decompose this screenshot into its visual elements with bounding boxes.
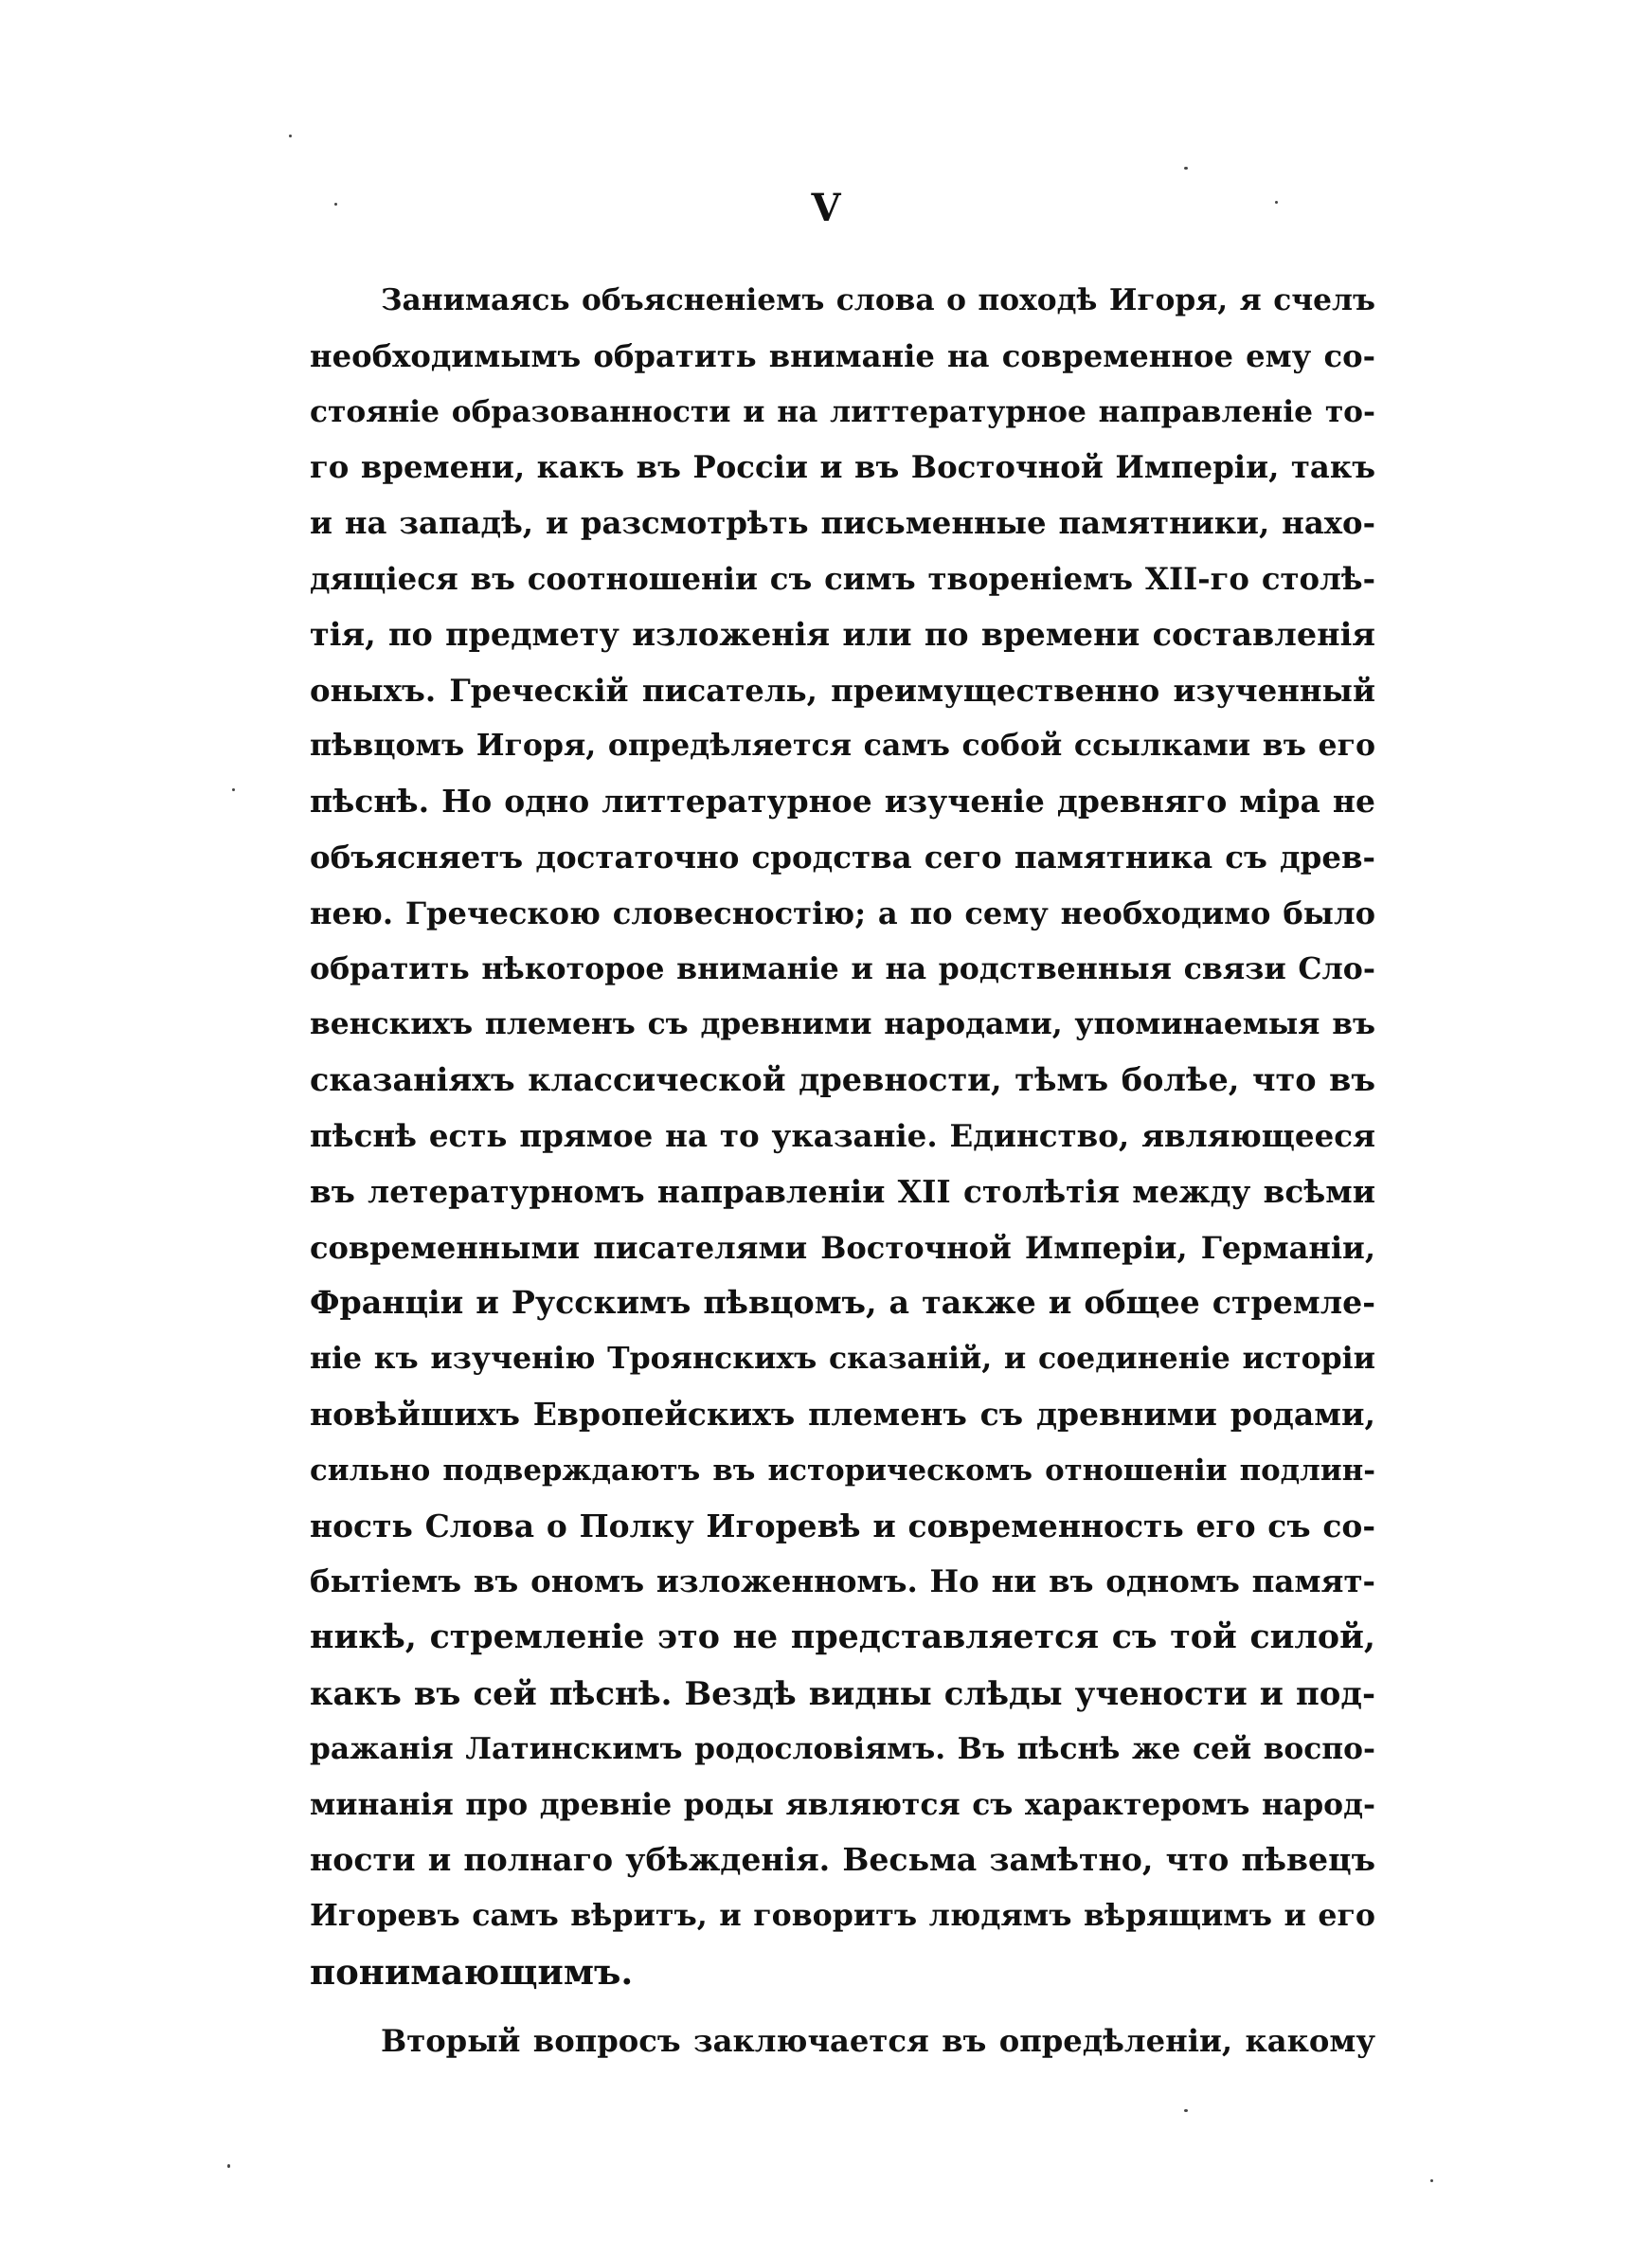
text-line: Занимаясь объясненіемъ слова о походѣ Игоря, я счелъ bbox=[381, 283, 1375, 317]
scan-speck bbox=[334, 203, 337, 206]
text-line: пѣснѣ. Но одно литтературное изученіе древняго міра не bbox=[310, 783, 1375, 821]
text-line: пѣснѣ есть прямое на то указаніе. Единство, являющееся bbox=[310, 1117, 1375, 1154]
page-number: V bbox=[811, 186, 841, 230]
text-line: сильно подверждаютъ въ историческомъ отношеніи подлин- bbox=[310, 1453, 1375, 1488]
text-line: въ летературномъ направленіи XII столѣтія между всѣми bbox=[310, 1172, 1375, 1210]
text-line: оныхъ. Греческій писатель, преимущественно изученный bbox=[310, 672, 1375, 709]
text-line: ность Слова о Полку Игоревѣ и современность его съ со- bbox=[310, 1507, 1375, 1544]
scan-speck bbox=[227, 2164, 230, 2168]
paragraph-1 bbox=[310, 273, 1375, 2000]
body-text bbox=[310, 273, 1375, 2069]
text-line: дящіеся въ соотношеніи съ симъ твореніемъ XII-го столѣ- bbox=[310, 560, 1375, 597]
text-line: ражанія Латинскимъ родословіямъ. Въ пѣснѣ же сей воспо- bbox=[310, 1731, 1375, 1766]
scan-speck bbox=[232, 788, 235, 791]
text-line: Франціи и Русскимъ пѣвцомъ, а также и общее стремле- bbox=[310, 1284, 1375, 1322]
text-line: стояніе образованности и на литтературное направленіе то- bbox=[310, 394, 1375, 429]
text-line: го времени, какъ въ Россіи и въ Восточной Имперіи, такъ bbox=[310, 449, 1375, 486]
text-line: какъ въ сей пѣснѣ. Вездѣ видны слѣды учености и под- bbox=[310, 1673, 1375, 1712]
paragraph-2 bbox=[310, 2013, 1375, 2069]
text-line: понимающимъ. bbox=[310, 1950, 634, 1993]
text-line: ности и полнаго убѣжденія. Весьма замѣтно, что пѣвецъ bbox=[310, 1841, 1375, 1879]
text-line: и на западѣ, и разсмотрѣть письменные памятники, нахо- bbox=[310, 505, 1375, 542]
text-line: сказаніяхъ классической древности, тѣмъ болѣе, что въ bbox=[310, 1061, 1375, 1099]
text-line: ніе къ изученію Троянскихъ сказаній, и соединеніе исторіи bbox=[310, 1341, 1375, 1377]
text-line: современными писателями Восточной Имперіи, Германіи, bbox=[310, 1229, 1375, 1266]
text-line: нею. Греческою словесностію; а по сему необходимо было bbox=[310, 894, 1375, 931]
text-line: необходимымъ обратить вниманіе на современное ему со- bbox=[310, 337, 1375, 374]
scan-speck bbox=[1430, 2179, 1433, 2182]
scan-speck bbox=[1184, 2109, 1188, 2112]
text-line: венскихъ племенъ съ древними народами, упоминаемыя въ bbox=[310, 1007, 1375, 1042]
text-line: Вторый вопросъ заключается въ опредѣленіи, какому bbox=[381, 2022, 1375, 2059]
text-line: тія, по предмету изложенія или по времени составленія bbox=[310, 615, 1375, 653]
text-line: новѣйшихъ Европейскихъ племенъ съ древними родами, bbox=[310, 1395, 1375, 1433]
text-line: обратить нѣкоторое вниманіе и на родственныя связи Сло- bbox=[310, 950, 1375, 986]
scan-speck bbox=[289, 135, 292, 137]
text-line: пѣвцомъ Игоря, опредѣляется самъ собой ссылками въ его bbox=[310, 728, 1375, 764]
text-line: никѣ, стремленіе это не представляется съ той силой, bbox=[310, 1617, 1375, 1657]
text-line: Игоревъ самъ вѣритъ, и говоритъ людямъ вѣрящимъ и его bbox=[310, 1898, 1375, 1934]
scan-speck bbox=[1184, 167, 1188, 170]
scan-speck bbox=[1275, 201, 1278, 204]
text-line: объясняетъ достаточно сродства сего памятника съ древ- bbox=[310, 839, 1375, 876]
paragraph-gap bbox=[310, 2000, 1375, 2013]
text-line: бытіемъ въ ономъ изложенномъ. Но ни въ одномъ памят- bbox=[310, 1563, 1375, 1600]
text-line: минанія про древніе роды являются съ характеромъ народ- bbox=[310, 1787, 1375, 1822]
